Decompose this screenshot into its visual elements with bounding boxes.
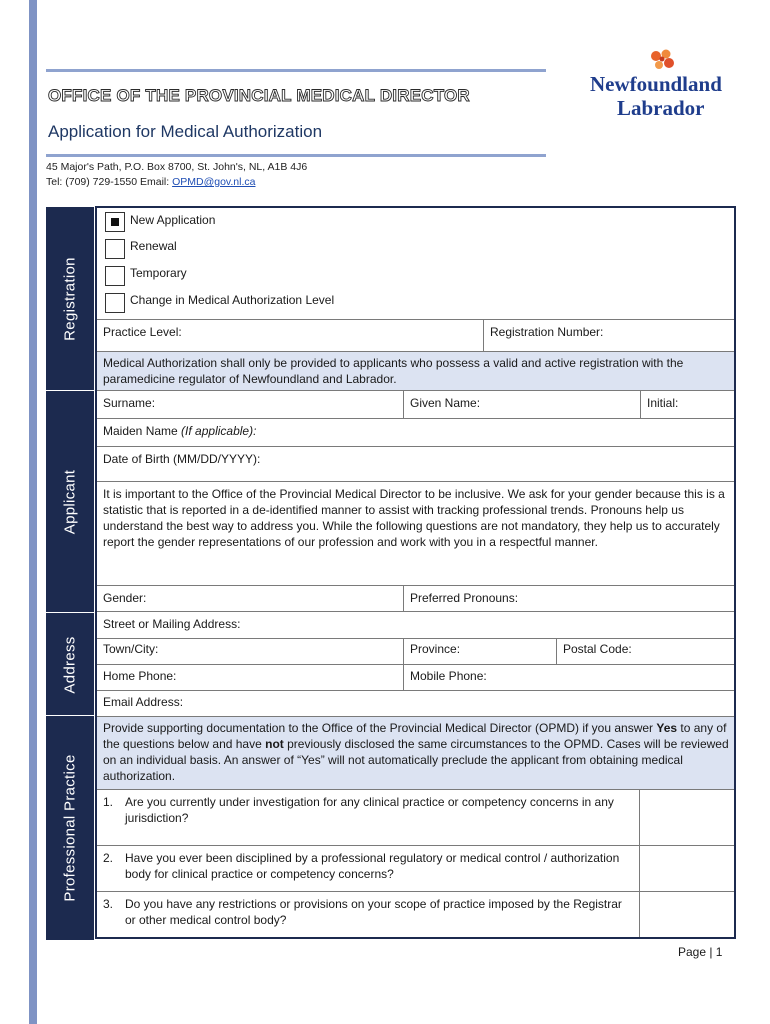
checkbox-renewal[interactable] [105,239,125,259]
emphasis-yes: Yes [656,721,678,735]
maiden-name-note: (If applicable): [181,424,257,438]
office-contact [46,176,255,188]
question-1-text: Are you currently under investigation for any clinical practice or competency concerns in any jurisdiction? [125,795,614,825]
gender-notice: It is important to the Office of the Provincial Medical Director to be inclusive. We ask for your gender because this is a statistic that is reported in a de-identified manner to assist with tracking professional trends. Pronouns help us understand the best way to address you. While the following questions are not mandatory, they help us to accurately report the gender representations of our profession and work with you in a respectful manner. [103,487,725,549]
registration-notice: Medical Authorization shall only be provided to applicants who possess a valid and active registration with the paramedicine regulator of Newfoundland and Labrador. [103,356,684,386]
section-label-applicant: Applicant [46,390,94,614]
email-address-field[interactable]: Email Address: [103,695,184,709]
question-2-answer-box[interactable] [640,846,734,891]
postal-code-field[interactable]: Postal Code: [563,642,632,656]
page-number: Page | 1 [678,945,723,959]
section-label-registration: Registration [46,206,94,392]
question-3-text: Do you have any restrictions or provisions on your scope of practice imposed by the Registrar or other medical control body? [125,897,622,927]
email-link[interactable]: OPMD@gov.nl.ca [172,176,256,188]
contact-phone-label: Tel: (709) 729-1550 Email: [46,176,173,188]
maiden-name-label: Maiden Name [103,424,178,438]
question-1-answer-box[interactable] [640,790,734,845]
question-2-number: 2. [103,851,114,865]
initial-field[interactable]: Initial: [647,396,679,410]
office-title: OFFICE OF THE PROVINCIAL MEDICAL DIRECTOR [48,86,470,105]
nl-government-logo [585,48,735,128]
question-2-text: Have you ever been disciplined by a professional regulatory or medical control / authorization body for clinical practice or competency concerns? [125,851,620,881]
surname-field[interactable]: Surname: [103,396,156,410]
date-of-birth-field[interactable]: Date of Birth (MM/DD/YYYY): [103,452,261,466]
town-city-field[interactable]: Town/City: [103,642,159,656]
preferred-pronouns-field[interactable]: Preferred Pronouns: [410,591,519,605]
question-3-number: 3. [103,897,114,911]
registration-number-field[interactable]: Registration Number: [490,325,604,339]
section-label-professional-practice: Professional Practice [46,715,94,941]
question-3-answer-box[interactable] [640,892,734,937]
page-left-accent-bar [29,0,37,1024]
logo-text-labrador: Labrador [617,96,705,120]
application-form [95,206,736,939]
gender-field[interactable]: Gender: [103,591,147,605]
checkbox-new-application[interactable] [105,212,125,232]
street-address-field[interactable]: Street or Mailing Address: [103,617,241,631]
section-label-address: Address [46,612,94,717]
maiden-name-field[interactable] [97,424,262,438]
option-label-new-application: New Application [130,213,216,227]
header-rule-top [46,69,546,72]
question-1-number: 1. [103,795,114,809]
application-title: Application for Medical Authorization [48,122,323,141]
checkbox-temporary[interactable] [105,266,125,286]
province-field[interactable]: Province: [410,642,461,656]
office-address: 45 Major's Path, P.O. Box 8700, St. John's, NL, A1B 4J6 [46,161,308,173]
given-name-field[interactable]: Given Name: [410,396,481,410]
home-phone-field[interactable]: Home Phone: [103,669,177,683]
option-label-change-level: Change in Medical Authorization Level [130,293,335,307]
practice-level-field[interactable]: Practice Level: [103,325,182,339]
header-rule-bottom [46,154,546,157]
mobile-phone-field[interactable]: Mobile Phone: [410,669,487,683]
professional-practice-intro: Provide supporting documentation to the Office of the Provincial Medical Director (OPMD) if you answer Yes to any of the questions below and have not previously disclosed the same circumstances to the OPMD. Cases will be reviewed on an individual basis. An answer of “Yes” will not automatically preclude the applicant from obtaining medical authorization. [103,721,729,783]
option-label-renewal: Renewal [130,239,177,253]
checkbox-change-level[interactable] [105,293,125,313]
emphasis-not: not [265,737,284,751]
logo-text-newfoundland: Newfoundland [590,72,722,96]
option-label-temporary: Temporary [130,266,187,280]
